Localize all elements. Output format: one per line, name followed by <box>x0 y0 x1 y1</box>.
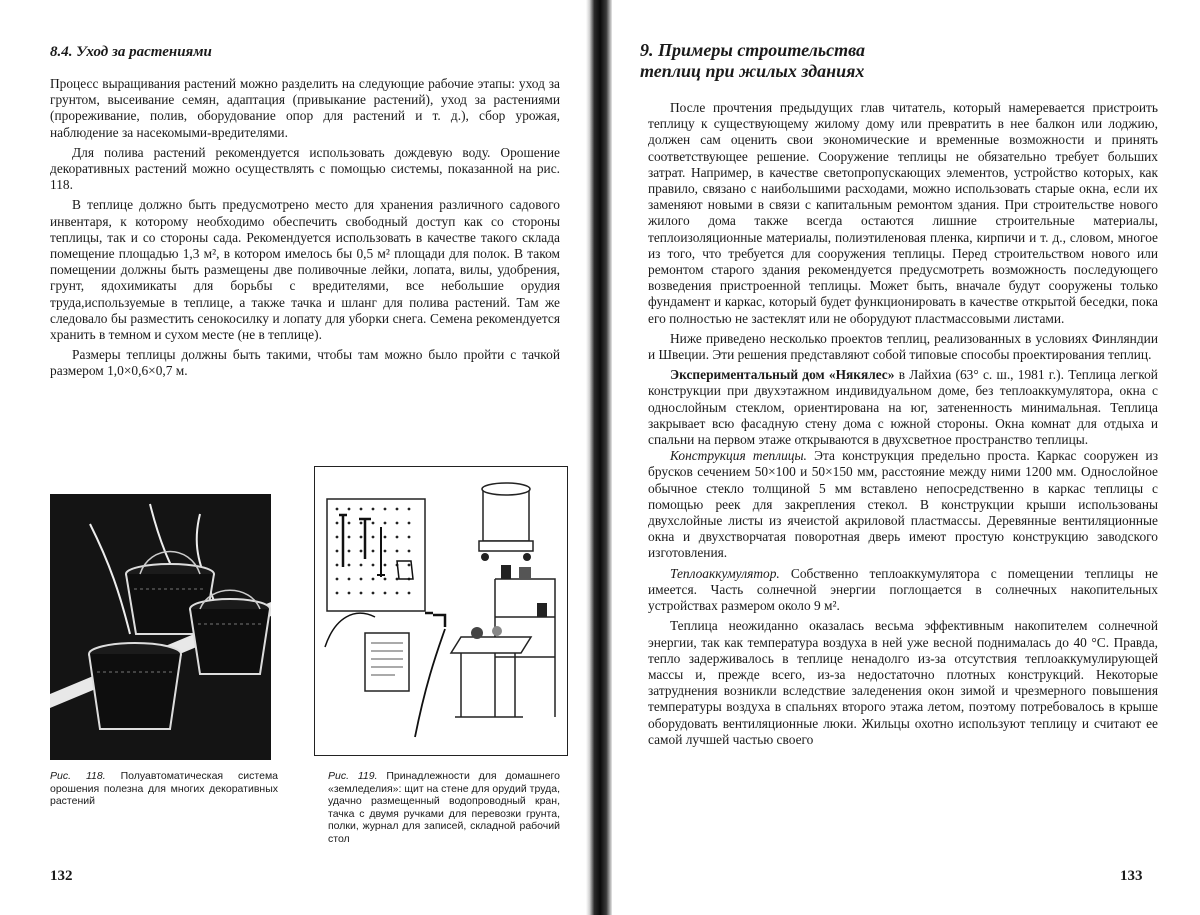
garden-tools-illustration <box>315 467 567 755</box>
heat-accumulator-text: Собственно теплоаккумулятора с помещении теплицы не имеется. Часть солнечной энергии поглощается в солнечных накопительных устройствах размером около 9 м². <box>648 565 1158 614</box>
right-paragraph-1: После прочтения предыдущих глав читатель, который намеревается пристроить теплицу к существующему жилому дому или превратить в нее балкон или лоджию, должен сам оценить свои экономические и временные возможности и принять соответствующее решение. Сооружение теплицы не обязательно требует больших затрат. Например, в качестве светопропускающих элементов, устройство которых, как правило, связано с наибольшими расходами, можно использовать старые окна, если их заменяют новыми в связи с капитальным ремонтом здания. При строительстве нового жилого дома также всегда остаются лишние строительные материалы, теплоизоляционные материалы, полиэтиленовая пленка, кирпичи и т. д., словом, многое из того, что требуется для сооружения теплицы. Перед строительством нового или ремонтом старого здания рекомендуется предусмотреть возможность последующего возведения пристроенной теплицы. Может быть, вначале будут сооружены только фундамент и каркас, который будет функционировать в качестве открытой беседки, пока его полностью не застеклят или не оборудуют пластмассовыми листами. <box>648 100 1158 326</box>
project-name: Экспериментальный дом «Някялес» <box>670 367 895 383</box>
right-paragraph-6: Теплица неожиданно оказалась весьма эффективным накопителем солнечной энергии, так как температура воздуха в ней уже весной поднималась до 40 °С. Правда, тепло задерживалось в теплице ненадолго из-за отсутствия теплоаккумулирующей массы и, прежде всего, из-за недостаточно плотных конструкций. Некоторые затруднения возникли вследствие заледенения окон зимой и чрезмерного повышения температуры воздуха в спальнях второго этажа летом, поэтому потребовалось в крыше оборудовать вентиляционные люки. Жильцы охотно используют теплицу и считают ее самой лучшей частью своего <box>648 618 1158 747</box>
construction-subheading: Конструкция теплицы. <box>670 448 807 464</box>
figure-119-image <box>314 466 568 756</box>
figure-118-caption <box>50 770 278 808</box>
figure-118-image <box>50 494 271 760</box>
right-paragraph-2: Ниже приведено несколько проектов теплиц, реализованных в условиях Финляндии и Швеции. Эти решения представляют собой типовые способы проектирования теплиц. <box>648 330 1158 363</box>
figure-118-caption-text: Полуавтоматическая система орошения полезна для многих декоративных растений <box>50 770 278 807</box>
paragraph-3: В теплице должно быть предусмотрено место для хранения различного садового инвентаря, к которому необходимо обеспечить свободный доступ как со стороны теплицы, так и со стороны сада. Рекомендуется использовать в качестве такого склада помещение площадью 1,3 м², в котором имелось бы 0,5 м² площади для полок. В таком помещении должны быть размещены две поливочные лейки, лопата, вилы, удобрения, грунт, ядохимикаты для борьбы с вредителями, все небольшие орудия труда,используемые в теплице, а также тачка и шланг для полива растений. Там же следовало бы разместить сенокосилку и лопату для уборки снега. Семена рекомендуется хранить в темном и сухом месте (не в теплице). <box>50 197 560 343</box>
project-description: в Лайхиа (63° с. ш., 1981 г.). Теплица легкой конструкции при двухэтажном индивидуальном доме, без теплоаккумулятора, окна с однослойным стеклом, ориентирована на юг, затененность минимальная. Теплица закрывает всю фасадную стену дома с южной стороны. Окна комнат для отдыха и спальни на первом этаже открываются в двухсветное пространство теплицы. <box>648 367 1158 448</box>
right-paragraph-5 <box>648 566 1158 615</box>
book-spine <box>586 0 612 915</box>
chapter-heading <box>640 40 1140 82</box>
paragraph-1: Процесс выращивания растений можно разделить на следующие рабочие этапы: уход за грунтом, высеивание семян, адаптация (привыкание растений), уход за растениями (прореживание, полив, оборудование опор для растений и т. д.), сбор урожая, наблюдение за насекомыми-вредителями. <box>50 76 560 140</box>
chapter-heading-line-2: теплиц при жилых зданиях <box>640 61 865 81</box>
chapter-heading-line-1: 9. Примеры строительства <box>640 40 865 60</box>
left-page <box>0 0 590 915</box>
figure-119-caption <box>328 770 560 845</box>
figure-118-label: Рис. 118. <box>50 770 106 782</box>
figure-119-label: Рис. 119. <box>328 770 378 782</box>
right-paragraph-3 <box>648 367 1158 448</box>
right-paragraph-4 <box>648 448 1158 561</box>
paragraph-4: Размеры теплицы должны быть такими, чтобы там можно было пройти с тачкой размером 1,0×0,6×0,7 м. <box>50 347 560 379</box>
page-number-left: 132 <box>50 868 73 884</box>
figure-119-caption-text: Принадлежности для домашнего «земледелия»: щит на стене для орудий труда, удачно размещенный водопроводный кран, тачка с двумя ручками для перевозки грунта, полки, журнал для записей, складной рабочий стол <box>328 770 560 845</box>
left-body-text <box>50 76 560 380</box>
paragraph-2: Для полива растений рекомендуется использовать дождевую воду. Орошение декоративных растений можно осуществлять с помощью системы, показанной на рис. 118. <box>50 144 560 193</box>
section-heading: 8.4. Уход за растениями <box>50 44 212 60</box>
construction-text: Эта конструкция предельно проста. Каркас сооружен из брусков сечением 50×100 и 50×150 мм, расстояние между ними 1200 мм. Однослойное обычное стекло толщиной 5 мм вставлено непосредственно в каркас теплицы с помощью реек для закрепления стекол. В конструкции крыши использованы двухслойные листы из ячеистой акриловой пластмассы. Деревянные вентиляционные окна и двухстворчатая поворотная дверь имеют простую конструкцию заводского изготовления. <box>648 448 1158 561</box>
heat-accumulator-subheading: Теплоаккумулятор. <box>670 565 780 581</box>
right-body-text <box>648 100 1158 748</box>
irrigation-illustration <box>50 494 271 760</box>
page-number-right: 133 <box>1120 868 1143 884</box>
